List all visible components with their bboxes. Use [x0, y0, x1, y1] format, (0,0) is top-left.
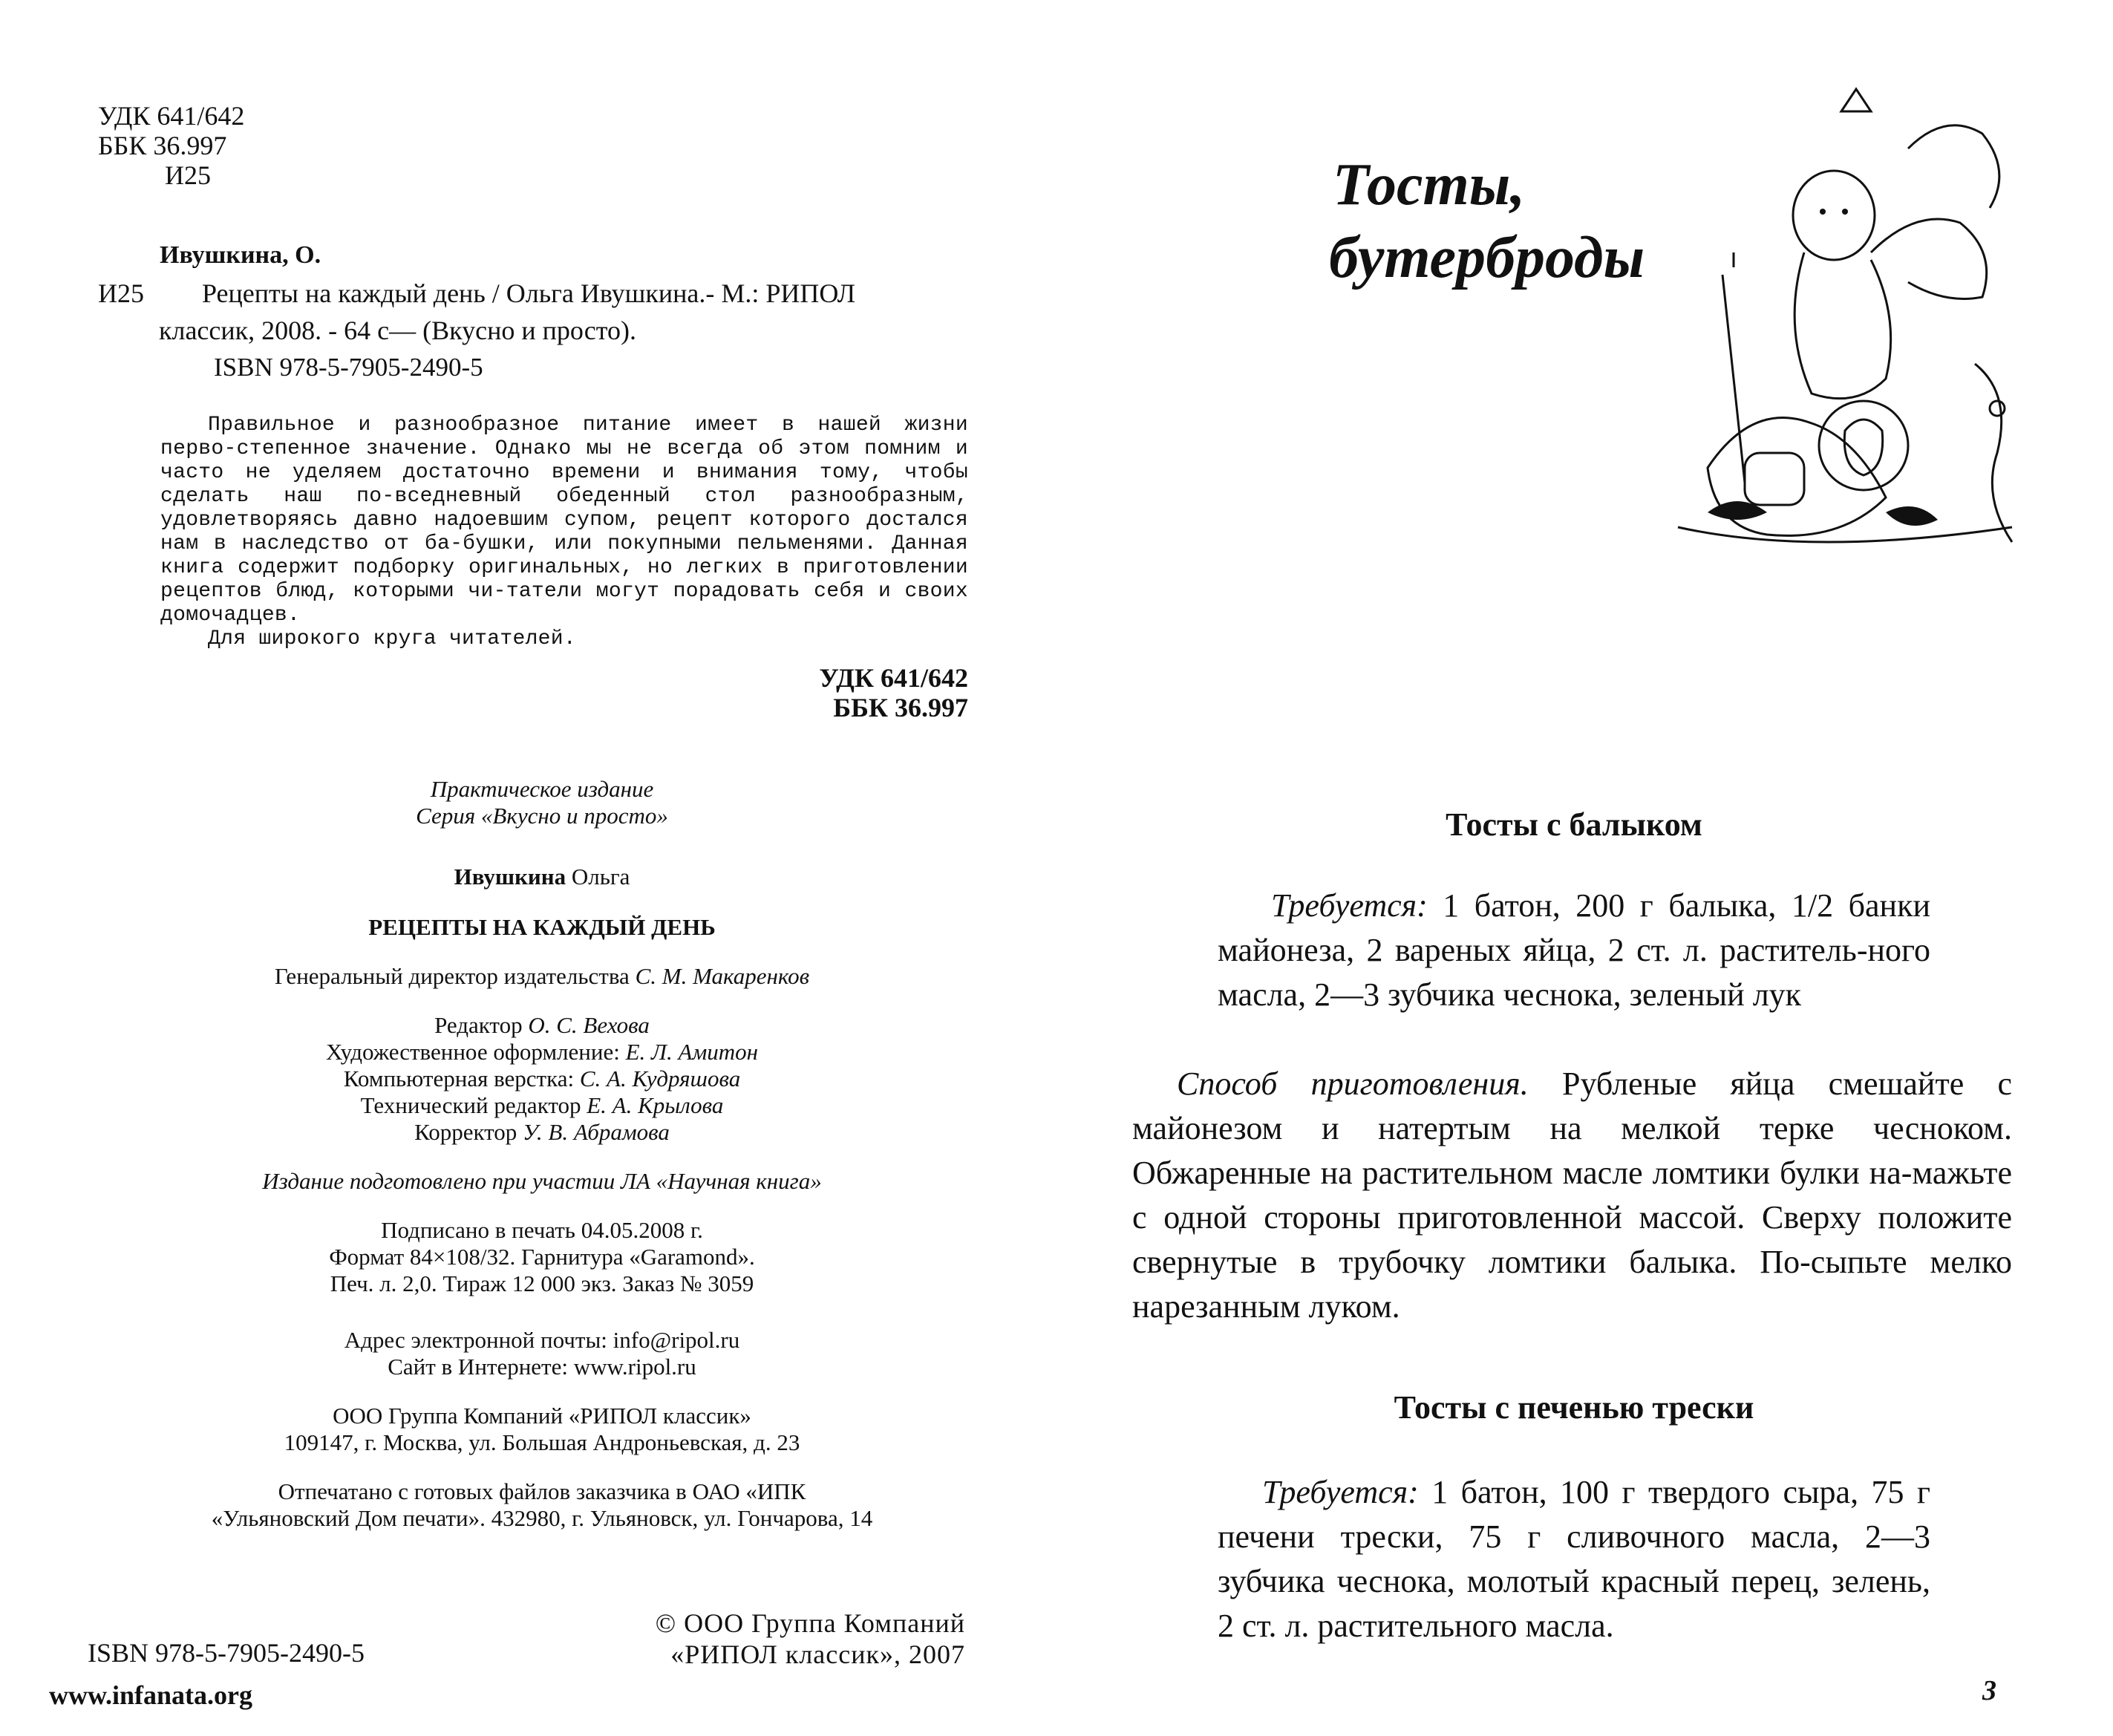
author-name: Ольга: [571, 864, 630, 890]
recipe-2-req-label: Требуется:: [1262, 1474, 1419, 1510]
annotation-text: Правильное и разнообразное питание имеет в нашей жизни перво-степенное значение. Однако мы не всегда об этом помним и часто не уделяем достаточно времени и внимания тому, чтобы сделать наш по-вседневный обеденный стол разнообразным, удовлетворяясь давно надоевшим супом, рецепт которого достался нам в наследство от ба-бушки, или покупными пельменями. Данная книга содержит подборку оригинальных, но легких в приготовлении рецептов блюд, которыми чи-татели могут порадовать себя и своих домочадцев.: [160, 414, 968, 627]
entry-line-1: Рецепты на каждый день / Ольга Ивушкина.- М.: РИПОЛ: [202, 278, 855, 308]
book-title: РЕЦЕПТЫ НА КАЖДЫЙ ДЕНЬ: [368, 914, 716, 940]
annotation: [160, 414, 968, 651]
entry-line-2: классик, 2008. - 64 с— (Вкусно и просто).: [159, 316, 636, 345]
recipe-1-title: Тосты с балыком: [1446, 806, 1702, 843]
recipe-1-requirements: [1218, 884, 1930, 1017]
proof-label: Корректор: [414, 1119, 517, 1145]
chapter-title-line-1: Тосты,: [1333, 152, 1526, 218]
imprint: [171, 776, 913, 1532]
layout-line: [171, 1066, 913, 1092]
copyright-line-2: «РИПОЛ классик», 2007: [670, 1639, 965, 1669]
printed-line-1: Отпечатано с готовых файлов заказчика в ОАО «ИПК: [278, 1478, 806, 1504]
copyright: [594, 1608, 965, 1670]
tech-label: Технический редактор: [360, 1092, 581, 1118]
recipe-1-req-label: Требуется:: [1271, 887, 1428, 924]
isbn-bottom: ISBN 978-5-7905-2490-5: [88, 1638, 365, 1668]
prepared-note: Издание подготовлено при участии ЛА «Научная книга»: [262, 1168, 822, 1194]
imprint-author: [171, 864, 913, 890]
isbn: ISBN 978-5-7905-2490-5: [214, 353, 483, 382]
recipe-1-method-label: Способ приготовления.: [1177, 1066, 1529, 1102]
print-info: Печ. л. 2,0. Тираж 12 000 экз. Заказ № 3059: [330, 1270, 754, 1296]
classification-codes: [98, 101, 244, 190]
series: Серия «Вкусно и просто»: [416, 803, 668, 829]
proof-line: [171, 1119, 913, 1146]
copyright-line-1: © ООО Группа Компаний: [655, 1608, 965, 1638]
entry-code: И25: [98, 278, 144, 308]
email-line: Адрес электронной почты: info@ripol.ru: [344, 1327, 740, 1353]
author-mark: И25: [165, 160, 211, 190]
recipe-1-req-text: 1 батон, 200 г балыка, 1/2 банки майонеза, 2 вареных яйца, 2 ст. л. раститель-ного масла, 2—3 зубчика чеснока, зеленый лук: [1218, 887, 1931, 1013]
art-label: Художественное оформление:: [325, 1039, 620, 1065]
recipe-2-title: Тосты с печенью трески: [1394, 1389, 1754, 1426]
tech-name: Е. А. Крылова: [587, 1092, 724, 1118]
recipe-2-requirements: [1218, 1470, 1930, 1648]
director-name: С. М. Макаренков: [635, 963, 810, 989]
chapter-title: [1329, 149, 1645, 294]
proof-name: У. В. Абрамова: [523, 1119, 670, 1145]
recipe-1-method-text: Рубленые яйца смешайте с майонезом и натертым на мелкой терке чесноком. Обжаренные на растительном масле ломтики булки на-мажьте с одной стороны приготовленной массой. Сверху положите свернутые в трубочку ломтики балыка. По-сыпьте мелко нарезанным луком.: [1132, 1066, 2013, 1325]
chapter-title-line-2: бутерброды: [1329, 225, 1645, 290]
cherub-illustration: [1663, 82, 2019, 572]
layout-label: Компьютерная верстка:: [343, 1066, 575, 1091]
editor-label: Редактор: [434, 1012, 523, 1038]
director-label: Генеральный директор издательства: [274, 963, 630, 989]
editor-line: [171, 1012, 913, 1039]
recipe-1-method: [1132, 1062, 2012, 1329]
right-codes: [668, 663, 968, 722]
bbk-right: ББК 36.997: [833, 693, 968, 722]
art-line: [171, 1039, 913, 1066]
edition-type: Практическое издание: [430, 776, 654, 802]
tech-line: [171, 1092, 913, 1119]
catalog-entry: [98, 275, 967, 349]
address-line: 109147, г. Москва, ул. Большая Андроньевская, д. 23: [284, 1429, 800, 1455]
page-number: 3: [1982, 1675, 1996, 1706]
layout-name: С. А. Кудряшова: [579, 1066, 741, 1091]
format-line: Формат 84×108/32. Гарнитура «Garamond».: [329, 1244, 755, 1270]
site-footer-link[interactable]: www.infanata.org: [49, 1680, 253, 1710]
art-name: Е. Л. Амитон: [625, 1039, 759, 1065]
author-heading: Ивушкина, О.: [160, 241, 321, 269]
director-line: [171, 963, 913, 990]
printed-line-2: «Ульяновский Дом печати». 432980, г. Ульяновск, ул. Гончарова, 14: [211, 1505, 873, 1531]
author-surname: Ивушкина: [454, 864, 566, 890]
udk-right: УДК 641/642: [819, 663, 968, 693]
site-line: Сайт в Интернете: www.ripol.ru: [388, 1354, 696, 1380]
editor-name: О. С. Вехова: [528, 1012, 650, 1038]
publisher-line: ООО Группа Компаний «РИПОЛ классик»: [333, 1403, 751, 1429]
annotation-audience: Для широкого круга читателей.: [208, 627, 576, 650]
signed-date: Подписано в печать 04.05.2008 г.: [381, 1217, 703, 1243]
udk-code: УДК 641/642: [98, 101, 245, 131]
bbk-code: ББК 36.997: [98, 131, 227, 160]
recipe-2-req-text: 1 батон, 100 г твердого сыра, 75 г печени трески, 75 г сливочного масла, 2—3 зубчика чеснока, молотый красный перец, зелень, 2 ст. л. растительного масла.: [1218, 1474, 1930, 1644]
